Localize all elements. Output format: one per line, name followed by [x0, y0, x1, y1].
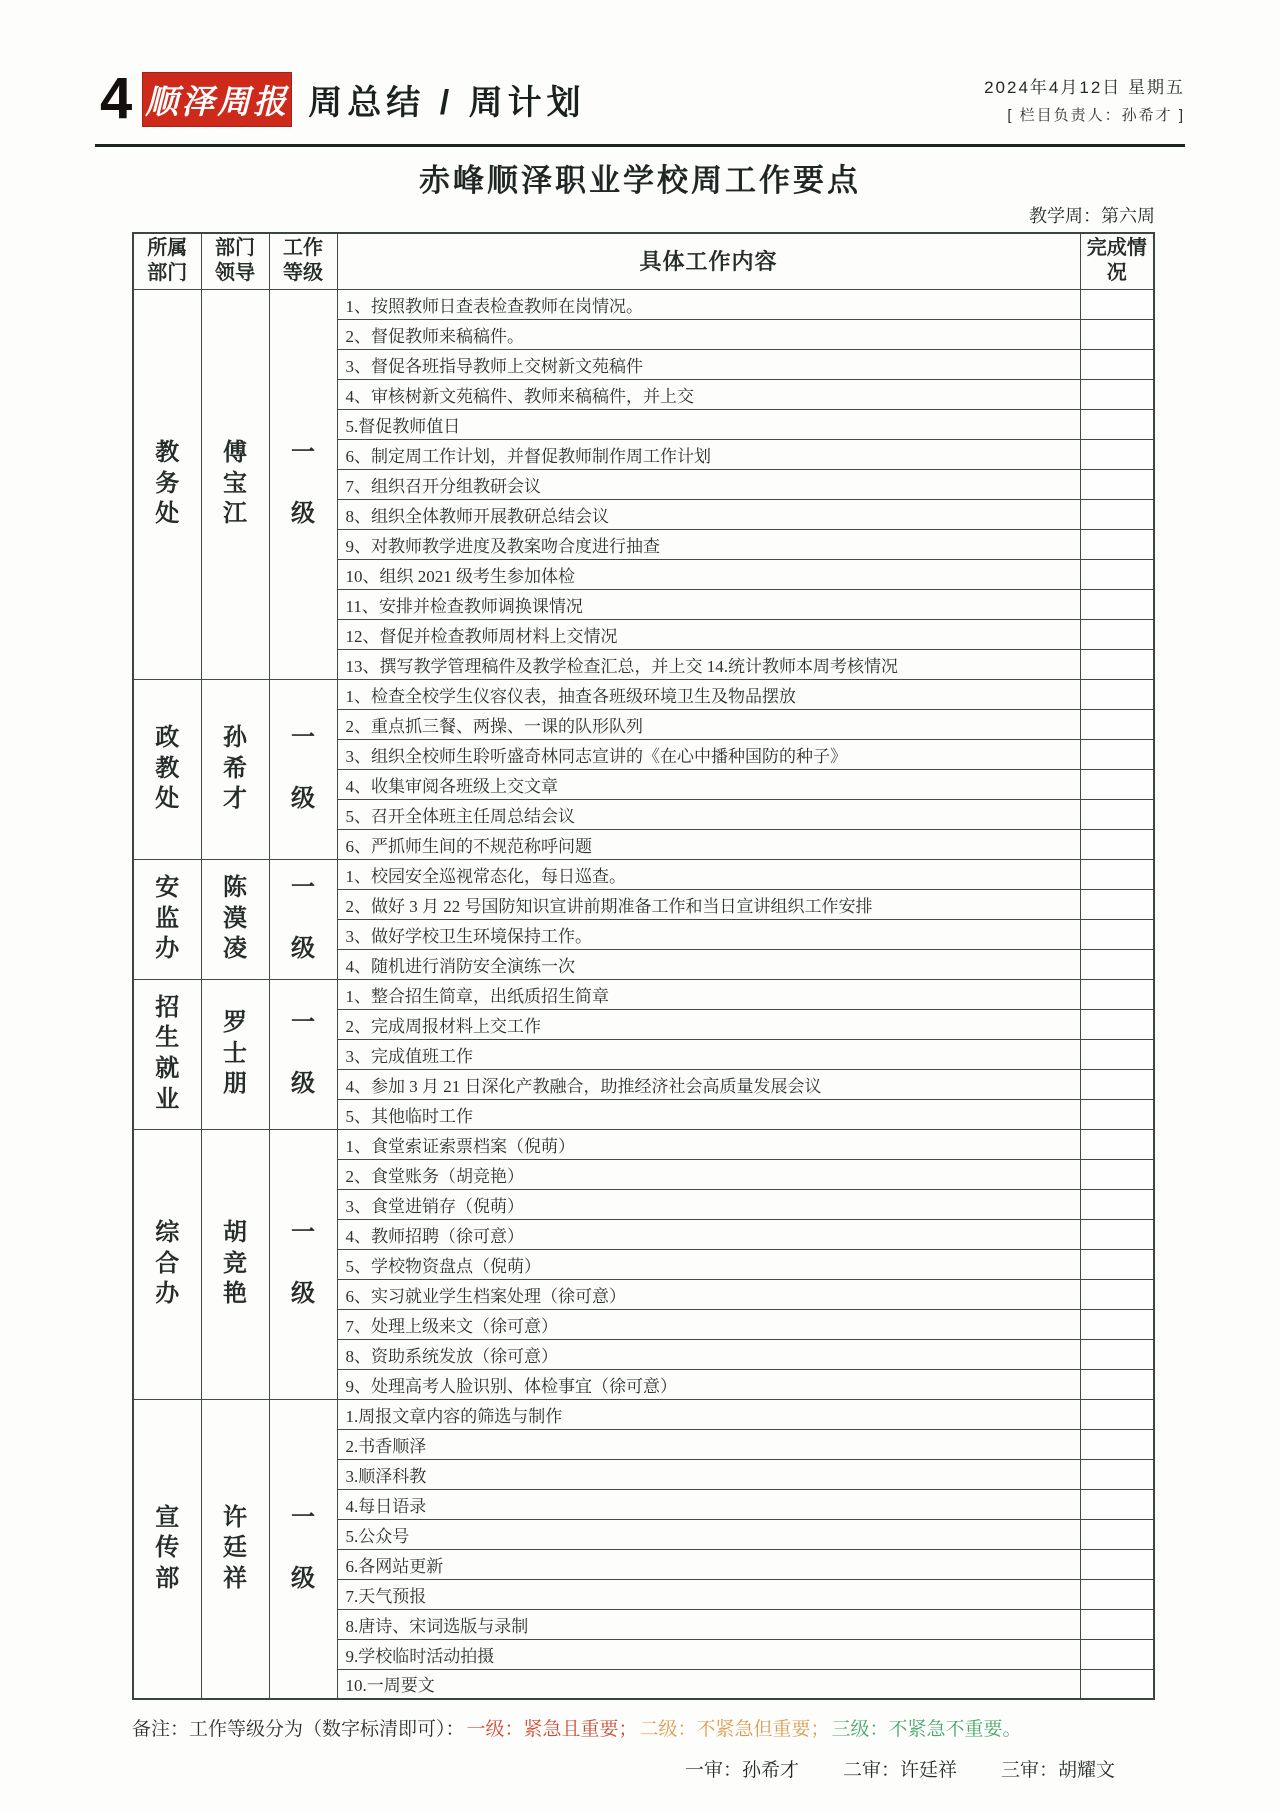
work-item-text: 10、组织 2021 级考生参加体检 [337, 559, 1080, 589]
work-item-text: 2、做好 3 月 22 号国防知识宣讲前期准备工作和当日宣讲组织工作安排 [337, 889, 1080, 919]
work-row [133, 1129, 1154, 1159]
work-item-text: 5、学校物资盘点（倪萌） [337, 1249, 1080, 1279]
work-item-text: 6、制定周工作计划，并督促教师制作周工作计划 [337, 439, 1080, 469]
leader-cell: 许 廷 祥 [201, 1399, 269, 1699]
level-cell: 一 级 [269, 289, 337, 679]
status-cell-empty [1080, 1039, 1154, 1069]
work-item-text: 6、严抓师生间的不规范称呼问题 [337, 829, 1080, 859]
level-legend: 三级：不紧急不重要。 [831, 1719, 1022, 1740]
status-cell-empty [1080, 469, 1154, 499]
status-cell-empty [1080, 1609, 1154, 1639]
work-item-text: 4、收集审阅各班级上交文章 [337, 769, 1080, 799]
work-item-text: 5.督促教师值日 [337, 409, 1080, 439]
status-cell-empty [1080, 1009, 1154, 1039]
work-item-text: 4、教师招聘（徐可意） [337, 1219, 1080, 1249]
work-row [133, 679, 1154, 709]
masthead [100, 66, 1185, 131]
work-item-text: 2、重点抓三餐、两操、一课的队形队列 [337, 709, 1080, 739]
department-cell: 政 教 处 [133, 679, 201, 859]
work-item-text: 4.每日语录 [337, 1489, 1080, 1519]
work-item-text: 8、组织全体教师开展教研总结会议 [337, 499, 1080, 529]
status-cell-empty [1080, 919, 1154, 949]
level-cell: 一 级 [269, 1399, 337, 1699]
remark-note [132, 1714, 1280, 1741]
status-cell-empty [1080, 559, 1154, 589]
column-title: 周总结 / 周计划 [308, 83, 586, 122]
review-line [132, 1755, 1155, 1782]
level-legend: 二级：不紧急但重要； [639, 1719, 830, 1740]
status-cell-empty [1080, 1279, 1154, 1309]
status-cell-empty [1080, 349, 1154, 379]
work-item-text: 9、处理高考人脸识别、体检事宜（徐可意） [337, 1369, 1080, 1399]
status-cell-empty [1080, 319, 1154, 349]
status-cell-empty [1080, 1489, 1154, 1519]
work-item-text: 3、做好学校卫生环境保持工作。 [337, 919, 1080, 949]
remark-prefix: 备注：工作等级分为（数字标清即可）： [132, 1719, 465, 1740]
page-title: 赤峰顺泽职业学校周工作要点 [419, 163, 861, 198]
work-table [132, 232, 1155, 1700]
status-cell-empty [1080, 1369, 1154, 1399]
work-item-text: 6、实习就业学生档案处理（徐可意） [337, 1279, 1080, 1309]
work-item-text: 2、完成周报材料上交工作 [337, 1009, 1080, 1039]
status-cell-empty [1080, 1339, 1154, 1369]
status-cell-empty [1080, 949, 1154, 979]
status-cell-empty [1080, 739, 1154, 769]
status-cell-empty [1080, 1579, 1154, 1609]
work-item-text: 3、督促各班指导教师上交树新文苑稿件 [337, 349, 1080, 379]
status-cell-empty [1080, 979, 1154, 1009]
status-cell-empty [1080, 439, 1154, 469]
reviewer: 二审：许廷祥 [842, 1760, 957, 1781]
work-item-text: 1、整合招生简章，出纸质招生简章 [337, 979, 1080, 1009]
leader-cell: 胡 竞 艳 [201, 1129, 269, 1399]
work-item-text: 5.公众号 [337, 1519, 1080, 1549]
masthead-divider [95, 144, 1185, 147]
status-cell-empty [1080, 709, 1154, 739]
department-cell: 教 务 处 [133, 289, 201, 679]
status-cell-empty [1080, 1519, 1154, 1549]
work-item-text: 2、食堂账务（胡竞艳） [337, 1159, 1080, 1189]
status-cell-empty [1080, 859, 1154, 889]
teaching-week-label: 教学周：第六周 [1029, 206, 1155, 226]
status-cell-empty [1080, 499, 1154, 529]
status-cell-empty [1080, 679, 1154, 709]
masthead-right [984, 73, 1185, 125]
level-legend: 一级：紧急且重要； [466, 1719, 638, 1740]
status-cell-empty [1080, 529, 1154, 559]
level-cell: 一 级 [269, 859, 337, 979]
leader-cell: 孙 希 才 [201, 679, 269, 859]
brand-logo: 顺泽周报 [142, 72, 292, 127]
work-item-text: 6.各网站更新 [337, 1549, 1080, 1579]
leader-cell: 罗 士 朋 [201, 979, 269, 1129]
work-item-text: 1、校园安全巡视常态化，每日巡查。 [337, 859, 1080, 889]
work-item-text: 9.学校临时活动拍摄 [337, 1639, 1080, 1669]
status-cell-empty [1080, 1159, 1154, 1189]
status-cell-empty [1080, 589, 1154, 619]
leader-cell: 傅 宝 江 [201, 289, 269, 679]
status-cell-empty [1080, 1249, 1154, 1279]
work-item-text: 7.天气预报 [337, 1579, 1080, 1609]
column-editor: [ 栏目负责人：孙希才 ] [1007, 107, 1185, 124]
work-item-text: 8.唐诗、宋词选版与录制 [337, 1609, 1080, 1639]
department-cell: 综 合 办 [133, 1129, 201, 1399]
status-cell-empty [1080, 379, 1154, 409]
work-item-text: 1、食堂索证索票档案（倪萌） [337, 1129, 1080, 1159]
work-item-text: 3、组织全校师生聆听盛奇林同志宣讲的《在心中播种国防的种子》 [337, 739, 1080, 769]
status-cell-empty [1080, 289, 1154, 319]
level-cell: 一 级 [269, 679, 337, 859]
work-item-text: 5、召开全体班主任周总结会议 [337, 799, 1080, 829]
status-cell-empty [1080, 799, 1154, 829]
work-item-text: 2、督促教师来稿稿件。 [337, 319, 1080, 349]
reviewer: 一审：孙希才 [684, 1760, 799, 1781]
col-header-status: 完成情况 [1080, 233, 1154, 289]
department-cell: 招 生 就 业 [133, 979, 201, 1129]
status-cell-empty [1080, 1399, 1154, 1429]
work-item-text: 8、资助系统发放（徐可意） [337, 1339, 1080, 1369]
status-cell-empty [1080, 1099, 1154, 1129]
work-item-text: 1.周报文章内容的筛选与制作 [337, 1399, 1080, 1429]
department-cell: 安 监 办 [133, 859, 201, 979]
work-row [133, 1399, 1154, 1429]
status-cell-empty [1080, 1189, 1154, 1219]
masthead-left [100, 66, 586, 131]
work-item-text: 4、参加 3 月 21 日深化产教融合，助推经济社会高质量发展会议 [337, 1069, 1080, 1099]
work-item-text: 12、督促并检查教师周材料上交情况 [337, 619, 1080, 649]
work-item-text: 1、按照教师日查表检查教师在岗情况。 [337, 289, 1080, 319]
work-item-text: 3、食堂进销存（倪萌） [337, 1189, 1080, 1219]
level-cell: 一 级 [269, 1129, 337, 1399]
work-row [133, 979, 1154, 1009]
status-cell-empty [1080, 1309, 1154, 1339]
table-header-row [133, 233, 1154, 289]
status-cell-empty [1080, 889, 1154, 919]
issue-date: 2024年4月12日 星期五 [984, 78, 1185, 97]
status-cell-empty [1080, 1459, 1154, 1489]
work-item-text: 13、撰写教学管理稿件及教学检查汇总，并上交 14.统计教师本周考核情况 [337, 649, 1080, 679]
work-item-text: 4、审核树新文苑稿件、教师来稿稿件，并上交 [337, 379, 1080, 409]
work-item-text: 4、随机进行消防安全演练一次 [337, 949, 1080, 979]
level-cell: 一 级 [269, 979, 337, 1129]
status-cell-empty [1080, 769, 1154, 799]
status-cell-empty [1080, 619, 1154, 649]
work-item-text: 1、检查全校学生仪容仪表，抽查各班级环境卫生及物品摆放 [337, 679, 1080, 709]
status-cell-empty [1080, 829, 1154, 859]
status-cell-empty [1080, 409, 1154, 439]
status-cell-empty [1080, 1129, 1154, 1159]
status-cell-empty [1080, 1549, 1154, 1579]
status-cell-empty [1080, 1669, 1154, 1699]
work-item-text: 3.顺泽科教 [337, 1459, 1080, 1489]
work-item-text: 9、对教师教学进度及教案吻合度进行抽查 [337, 529, 1080, 559]
status-cell-empty [1080, 649, 1154, 679]
status-cell-empty [1080, 1219, 1154, 1249]
work-item-text: 7、组织召开分组教研会议 [337, 469, 1080, 499]
work-item-text: 3、完成值班工作 [337, 1039, 1080, 1069]
department-cell: 宣 传 部 [133, 1399, 201, 1699]
work-item-text: 5、其他临时工作 [337, 1099, 1080, 1129]
work-item-text: 7、处理上级来文（徐可意） [337, 1309, 1080, 1339]
work-item-text: 10.一周要文 [337, 1669, 1080, 1699]
status-cell-empty [1080, 1429, 1154, 1459]
status-cell-empty [1080, 1639, 1154, 1669]
status-cell-empty [1080, 1069, 1154, 1099]
leader-cell: 陈 漠 凌 [201, 859, 269, 979]
col-header-content: 具体工作内容 [337, 233, 1080, 289]
page-number: 4 [100, 66, 133, 131]
col-header-level: 工作等级 [269, 233, 337, 289]
work-row [133, 289, 1154, 319]
work-item-text: 11、安排并检查教师调换课情况 [337, 589, 1080, 619]
col-header-department: 所属部门 [133, 233, 201, 289]
reviewer: 三审：胡耀文 [1000, 1760, 1115, 1781]
work-row [133, 859, 1154, 889]
work-item-text: 2.书香顺泽 [337, 1429, 1080, 1459]
col-header-leader: 部门领导 [201, 233, 269, 289]
work-table-wrapper [132, 232, 1155, 1700]
